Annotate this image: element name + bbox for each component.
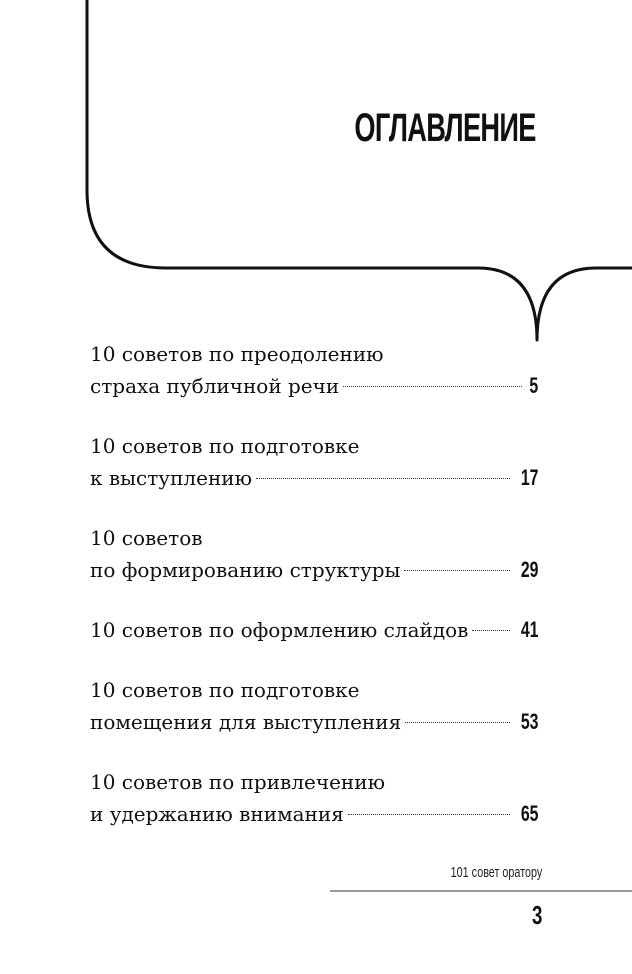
toc-entry-line: 10 советов по подготовке — [90, 678, 360, 702]
toc-entry-line: 10 советов по подготовке — [90, 434, 360, 458]
toc-page-number: 29 — [520, 557, 538, 582]
toc-page-number: 65 — [520, 801, 538, 826]
toc-entry-line: 10 советов по оформлению слайдов — [90, 618, 469, 642]
dot-leader — [405, 722, 509, 723]
toc-entry-line: по формированию структуры — [90, 558, 401, 582]
dot-leader — [404, 570, 509, 571]
page-number: 3 — [531, 900, 542, 930]
dot-leader — [348, 814, 510, 815]
toc-page-number: 17 — [520, 465, 538, 490]
toc-entry-line: 10 советов по привлечению — [90, 770, 385, 794]
toc-entry-line: к выступлению — [90, 466, 253, 490]
toc-entry-attention[interactable] — [90, 766, 538, 830]
toc-entry-venue[interactable] — [90, 674, 538, 738]
running-footer-title: 101 совет оратору — [450, 864, 542, 881]
toc-entry-line: 10 советов — [90, 526, 203, 550]
toc-page-number: 53 — [520, 709, 538, 734]
toc-entry-line: страха публичной речи — [90, 374, 340, 398]
table-of-contents — [90, 338, 538, 830]
toc-entry-slides[interactable] — [90, 614, 538, 646]
toc-entry-structure[interactable] — [90, 522, 538, 586]
toc-entry-line: помещения для выступления — [90, 710, 402, 734]
toc-entry-preparation[interactable] — [90, 430, 538, 494]
dot-leader — [343, 386, 522, 387]
page-title: ОГЛАВЛЕНИЕ — [354, 106, 536, 150]
dot-leader — [256, 478, 510, 479]
toc-entry-fear[interactable] — [90, 338, 538, 402]
footer-divider — [330, 890, 632, 892]
toc-entry-line: 10 советов по преодолению — [90, 342, 384, 366]
toc-page-number: 41 — [520, 617, 538, 642]
dot-leader — [472, 630, 509, 631]
toc-entry-line: и удержанию внимания — [90, 802, 344, 826]
toc-page-number: 5 — [529, 373, 538, 398]
